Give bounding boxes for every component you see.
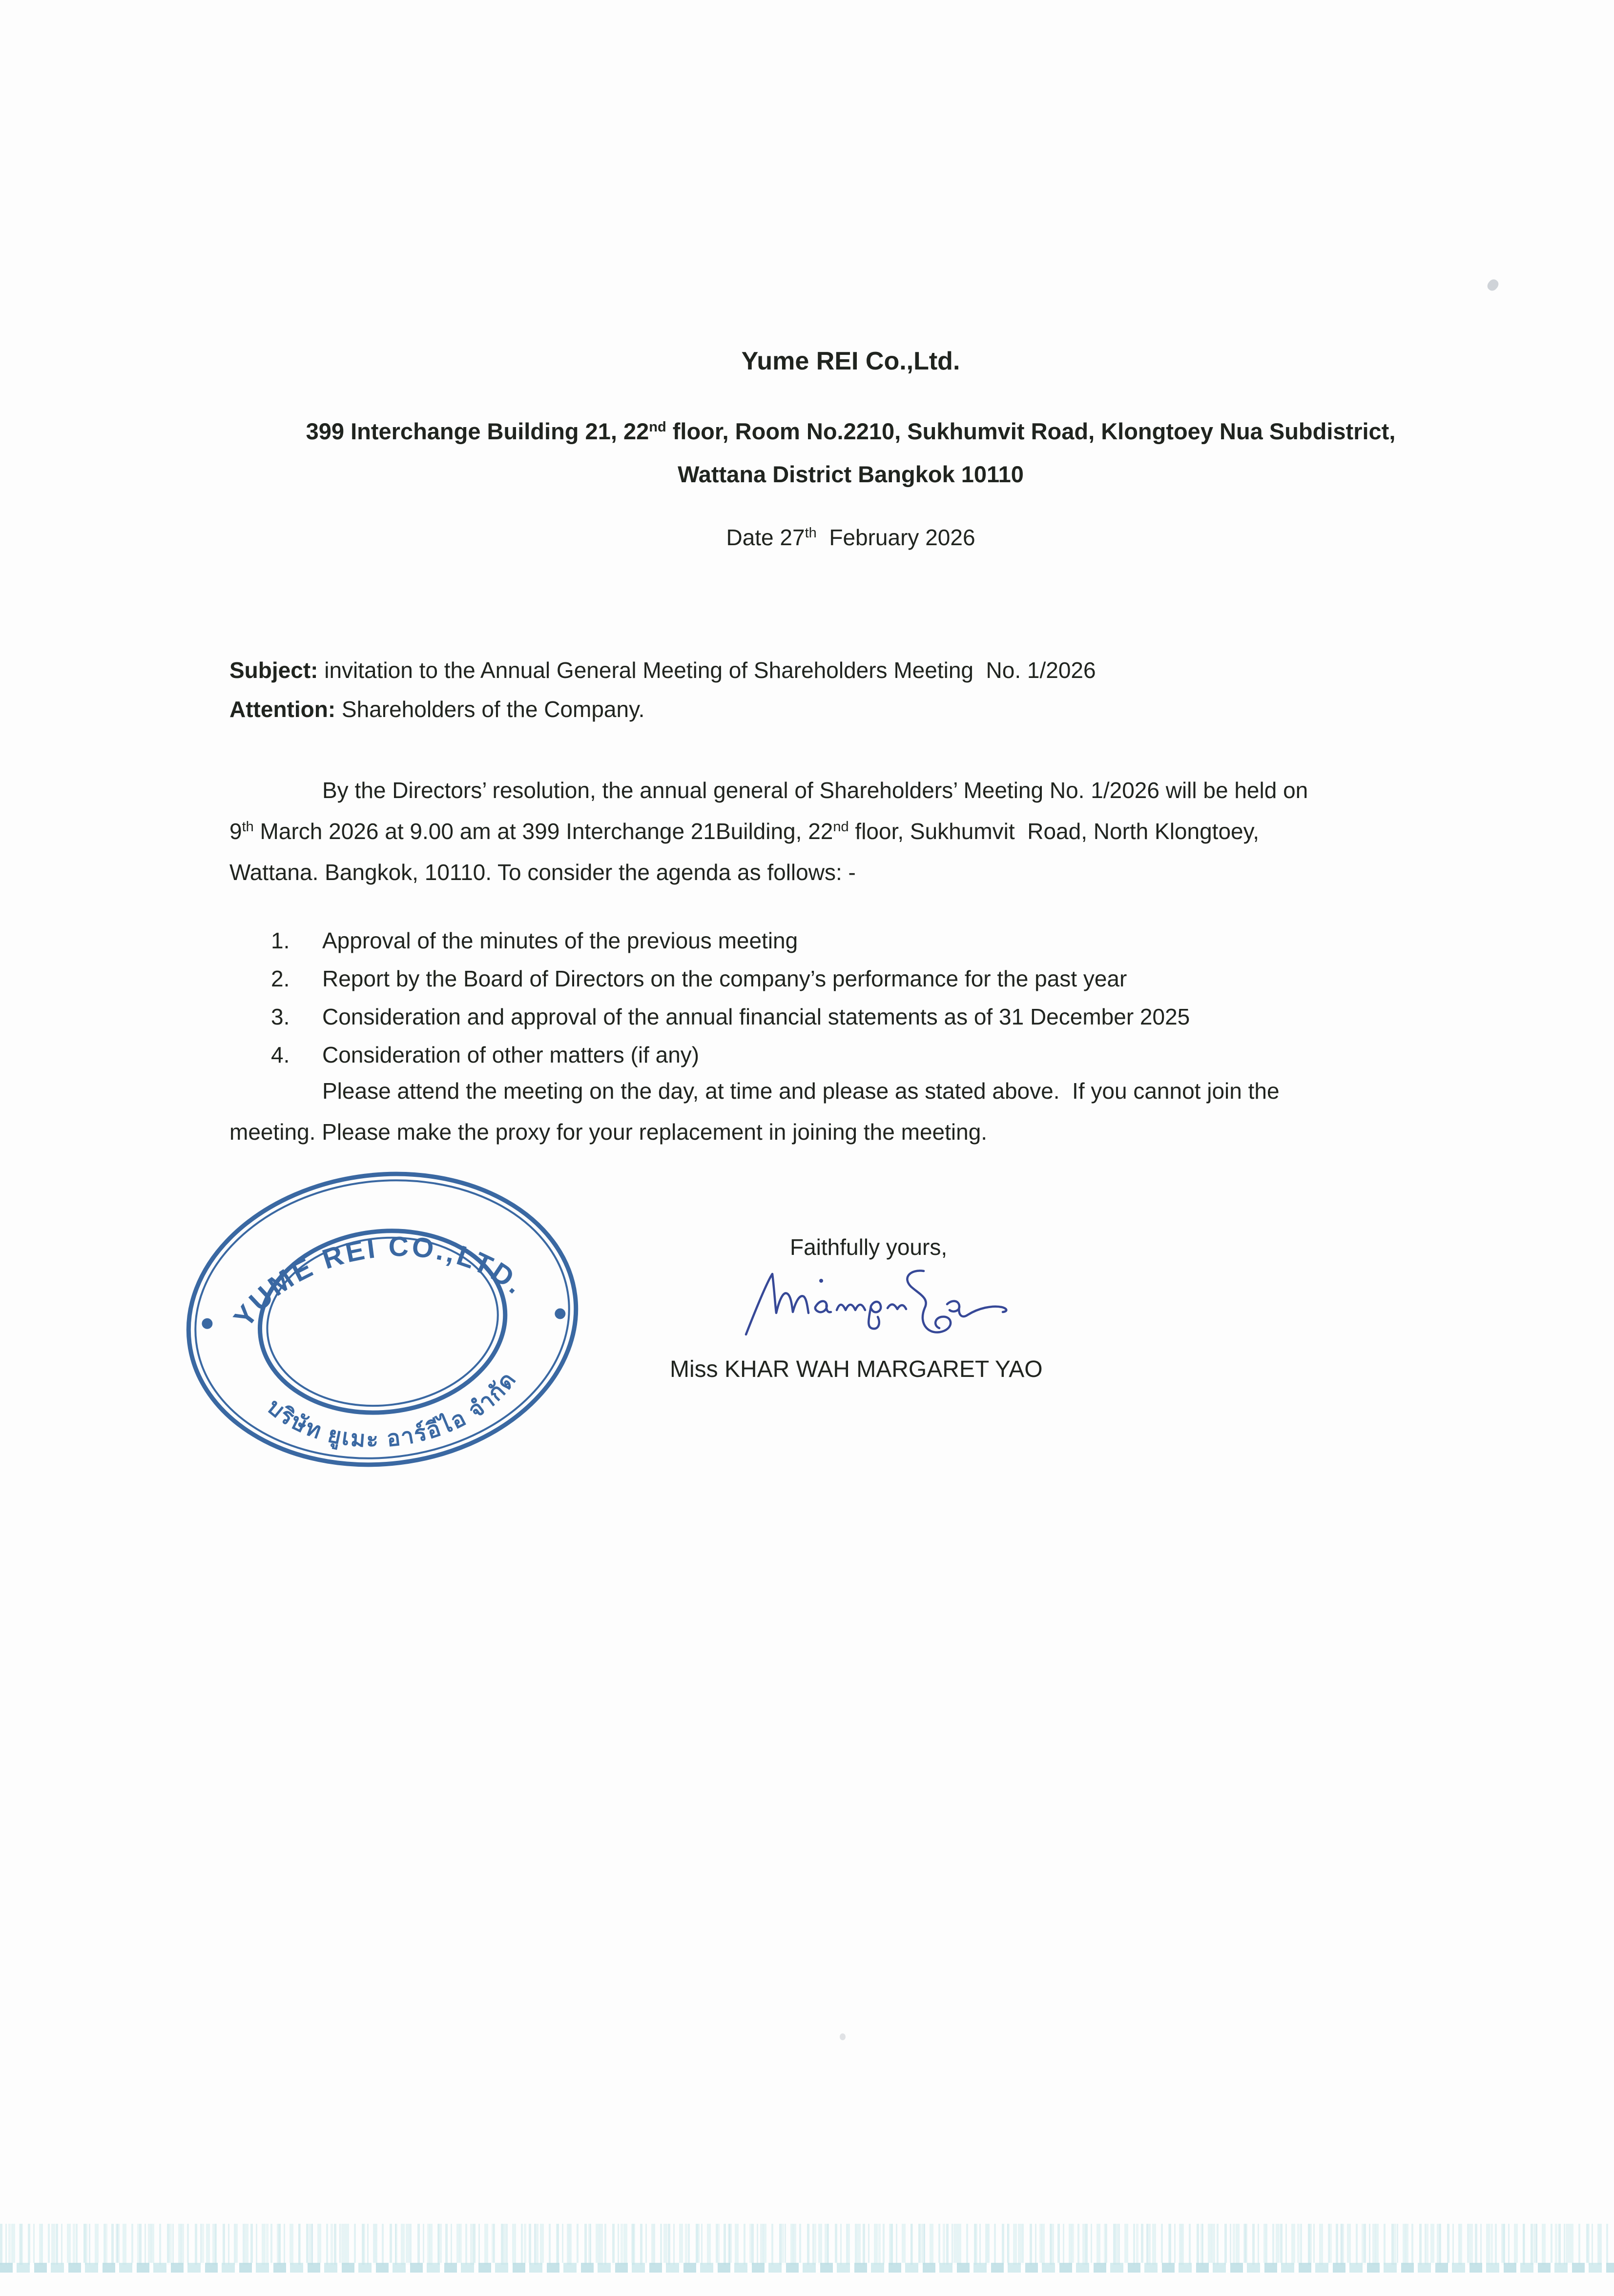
date-post: February 2026: [816, 525, 975, 550]
agenda-item: [271, 1042, 699, 1068]
signature-graphic: [738, 1261, 1021, 1347]
stamp-left-dot: [201, 1318, 213, 1330]
address-line-1-pre: 399 Interchange Building 21, 22: [306, 418, 649, 444]
company-stamp-graphic: [175, 1161, 590, 1483]
closing-paragraph-line-1: Please attend the meeting on the day, at time and please as stated above. If you cannot join the: [322, 1078, 1280, 1104]
body-line-2-superscript-1: th: [242, 819, 254, 835]
attention-label: Attention:: [229, 697, 336, 722]
stamp-bottom-text: บริษัท ยูเมะ อาร์อีไอ จำกัด: [262, 1366, 521, 1452]
signature-scribble: [738, 1261, 1021, 1347]
agenda-item: [271, 1004, 1190, 1030]
address-line-1: [229, 418, 1472, 445]
body-paragraph-line-2: [229, 818, 1259, 844]
body-line-2-superscript-2: nd: [833, 819, 849, 835]
body-line-2-post: floor, Sukhumvit Road, North Klongtoey,: [848, 819, 1259, 844]
agenda-item: [271, 927, 798, 954]
stamp-top-text: YUME REI CO.,LTD.: [228, 1231, 532, 1333]
agenda-item: [271, 965, 1127, 992]
signature-ink-dot: [819, 1279, 823, 1283]
signer-name: Miss KHAR WAH MARGARET YAO: [670, 1356, 1043, 1382]
agenda-item-text: Consideration and approval of the annual financial statements as of 31 December 2025: [322, 1004, 1190, 1029]
svg-text:บริษัท ยูเมะ อาร์อีไอ จำกัด: [260, 1364, 528, 1466]
date-superscript: th: [805, 525, 817, 541]
date-line: [229, 524, 1472, 551]
subject-line: [229, 657, 1096, 683]
subject-label: Subject:: [229, 657, 318, 683]
scanner-noise-dense-line: [0, 2263, 1614, 2273]
agenda-item-number: 1.: [271, 928, 290, 953]
attention-text: Shareholders of the Company.: [335, 697, 645, 722]
agenda-item-number: 4.: [271, 1042, 290, 1067]
body-line-2-pre: 9: [229, 819, 242, 844]
agenda-item-number: 2.: [271, 966, 290, 991]
subject-text: invitation to the Annual General Meeting of Shareholders Meeting No. 1/2026: [318, 657, 1096, 683]
body-line-2-mid: March 2026 at 9.00 am at 399 Interchange 21Building, 22: [253, 819, 833, 844]
signature-stroke: [746, 1271, 1006, 1334]
body-paragraph-line-3: Wattana. Bangkok, 10110. To consider the agenda as follows: -: [229, 860, 856, 885]
scanner-noise-band: [0, 2224, 1614, 2265]
company-name: Yume REI Co.,Ltd.: [741, 347, 960, 375]
address-line-1-superscript: nd: [649, 419, 666, 435]
stamp-right-dot: [554, 1308, 566, 1320]
agenda-item-text: Approval of the minutes of the previous meeting: [322, 928, 798, 953]
valediction: Faithfully yours,: [790, 1234, 948, 1260]
attention-line: [229, 696, 644, 722]
company-stamp: [175, 1161, 590, 1483]
agenda-item-text: Report by the Board of Directors on the company’s performance for the past year: [322, 966, 1127, 991]
agenda-item-number: 3.: [271, 1004, 290, 1029]
address-line-2: Wattana District Bangkok 10110: [678, 461, 1024, 487]
closing-paragraph-line-2: meeting. Please make the proxy for your replacement in joining the meeting.: [229, 1119, 988, 1145]
scan-speck: [840, 2033, 846, 2040]
body-paragraph-line-1: By the Directors’ resolution, the annual general of Shareholders’ Meeting No. 1/2026 will be held on: [322, 778, 1308, 803]
svg-text:YUME REI CO.,LTD.: [220, 1214, 535, 1336]
scan-speck: [1486, 277, 1501, 292]
address-line-1-post: floor, Room No.2210, Sukhumvit Road, Klongtoey Nua Subdistrict,: [666, 418, 1396, 444]
date-pre: Date 27: [726, 525, 805, 550]
agenda-item-text: Consideration of other matters (if any): [322, 1042, 700, 1067]
